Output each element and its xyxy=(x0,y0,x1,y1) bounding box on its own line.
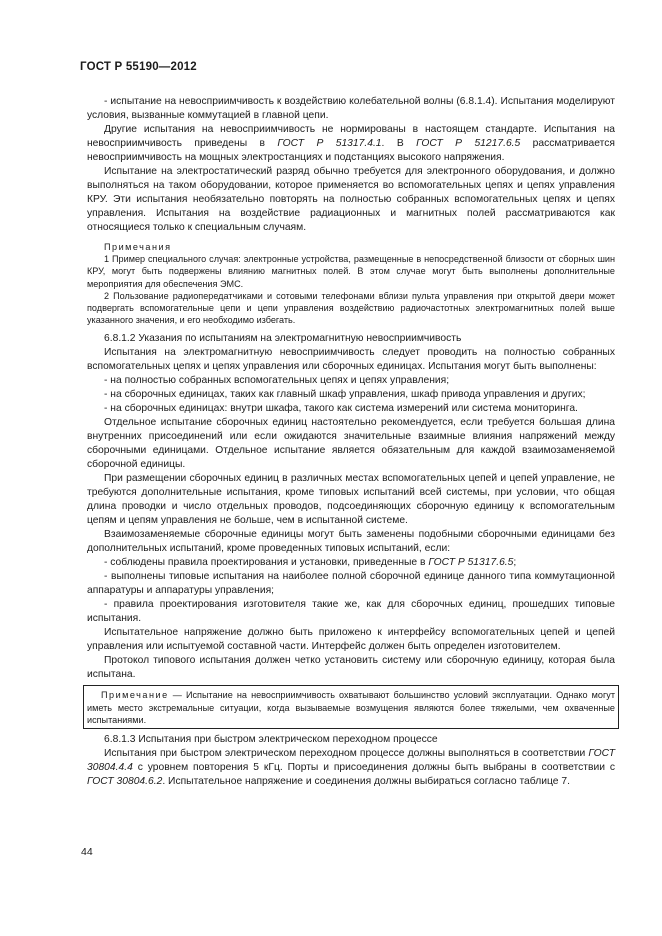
paragraph-eft-testing xyxy=(87,747,615,789)
note-2: 2 Пользование радиопередатчиками и сотовыми телефонами вблизи пульта управления при открытой двери может подвергать вспомогательные цепи и цепи управления воздействию радиочастотных электромагнитных полей выше указанного значения, и его необходимо избегать. xyxy=(87,290,615,326)
condition-item xyxy=(87,556,615,570)
list-item: - на сборочных единицах, таких как главный шкаф управления, шкаф привода управления и других; xyxy=(104,389,586,401)
boxed-note-text xyxy=(87,689,615,726)
page-number: 44 xyxy=(81,846,93,858)
paragraph-separate-testing: Отдельное испытание сборочных единиц настоятельно рекомендуется, если требуется большая длина внутренних присоединений или если ожидаются значительные взаимные влияния напряжений между сборочными единицами. Отдельное испытание является обязательным для каждой взаимозаменяемой сборочной единицы. xyxy=(87,417,615,471)
standard-reference: ГОСТ 30804.6.2 xyxy=(87,776,163,788)
standard-reference: ГОСТ Р 51317.6.5 xyxy=(428,557,514,569)
clause-6-8-1-2-heading: 6.8.1.2 Указания по испытаниям на электромагнитную невосприимчивость xyxy=(104,333,462,345)
standard-reference: ГОСТ Р 51317.4.1 xyxy=(277,138,382,149)
paragraph-interchangeable: Взаимозаменяемые сборочные единицы могут быть заменены подобными сборочными единицами без дополнительных испытаний, кроме проведенных типовых испытаний, если: xyxy=(87,529,615,555)
notes-title: Примечания xyxy=(104,242,172,252)
paragraph-test-voltage: Испытательное напряжение должно быть приложено к интерфейсу вспомогательных цепей и цепей управления или испытуемой составной части. Интерфейс должен быть определен изготовителем. xyxy=(87,627,615,653)
paragraph-oscillatory-wave: - испытание на невосприимчивость к воздействию колебательной волны (6.8.1.4). Испытания моделируют условия, вызванные коммутацией в главной цепи. xyxy=(87,96,615,121)
list-item: - на полностью собранных вспомогательных цепях и цепях управления; xyxy=(104,375,450,387)
condition-item: - правила проектирования изготовителя такие же, как для сборочных единиц, прошедших типовые испытания. xyxy=(87,599,615,625)
condition-item: - выполнены типовые испытания на наиболее полной сборочной единице данного типа коммутационной аппаратуры и аппаратуры управления; xyxy=(87,571,615,597)
boxed-note-label: Примечание xyxy=(101,690,169,701)
text-fragment: с уровнем повторения 5 кГц. Порты и присоединения должны быть выбраны в соответствии с xyxy=(132,762,615,774)
clause-6-8-1-3-heading: 6.8.1.3 Испытания при быстром электрическом переходном процессе xyxy=(104,734,438,746)
text-fragment: . Испытательное напряжение и соединения должны выбираться согласно таблице 7. xyxy=(162,776,570,788)
text-fragment: Испытания при быстром электрическом переходном процессе должны выполняться в соответствии xyxy=(104,748,589,760)
text-fragment: рассматривается невосприимчивость на мощных электростанциях и подстанциях высокого напряжения. xyxy=(87,138,615,163)
paragraph-placement: При размещении сборочных единиц в различных местах вспомогательных цепей и цепей управление, не требуются дополнительные испытания, кроме типовых испытаний всей системы, при условии, что общая длина проводки и число отдельных проводов, подсоединяющих сборочную единицу к вспомогательным цепям и цепям управления не больше, чем в испытанной системе. xyxy=(87,473,615,527)
text-fragment: . В xyxy=(381,138,417,149)
list-item: - на сборочных единицах: внутри шкафа, такого как система измерений или система мониторинга. xyxy=(104,403,578,415)
boxed-note-body: — Испытание на невосприимчивость охватывают большинство условий эксплуатации. Однако могут иметь место экстремальные ситуации, когда вызываемые возмущения являются более тяжелыми, чем охваченные испытаниями. xyxy=(87,690,615,725)
text-fragment: Другие испытания на невосприимчивость не нормированы в настоящем стандарте. Испытания на невосприимчивость приведены в xyxy=(87,124,615,149)
text-fragment: ; xyxy=(513,557,517,569)
standard-reference: ГОСТ 30804.4.4 xyxy=(87,748,615,774)
paragraph-esd: Испытание на электростатический разряд обычно требуется для электронного оборудования, и должно выполняться на таком оборудовании, которое применяется во вспомогательных цепях и цепях управления КРУ. Эти испытания необязательно повторять на полностью собранных вспомогательных цепях и цепях управления. Испытания на воздействие радиационных и магнитных полей рассматриваются как относящиеся только к специальным случаям. xyxy=(87,166,615,233)
document-header: ГОСТ Р 55190—2012 xyxy=(80,61,197,73)
text-fragment: - соблюдены правила проектирования и установки, приведенные в xyxy=(104,557,429,569)
note-1: 1 Пример специального случая: электронные устройства, размещенные в непосредственной близости от сборных шин КРУ, могут быть подвержены влиянию магнитных полей. В этом случае могут быть выполнены дополнительные мероприятия для обеспечения ЭМС. xyxy=(87,254,615,289)
notes-block xyxy=(87,241,615,326)
standard-reference: ГОСТ Р 51217.6.5 xyxy=(416,138,521,149)
paragraph-test-report: Протокол типового испытания должен четко установить систему или сборочную единицу, которая была испытана. xyxy=(87,655,615,681)
paragraph-other-tests xyxy=(87,123,615,165)
page-body xyxy=(87,95,615,789)
paragraph-emc-testing: Испытания на электромагнитную невосприимчивость следует проводить на полностью собранных вспомогательных цепях и цепях управления или сборочных единицах. Испытания могут быть выполнены: xyxy=(87,347,615,373)
boxed-note xyxy=(83,685,619,729)
